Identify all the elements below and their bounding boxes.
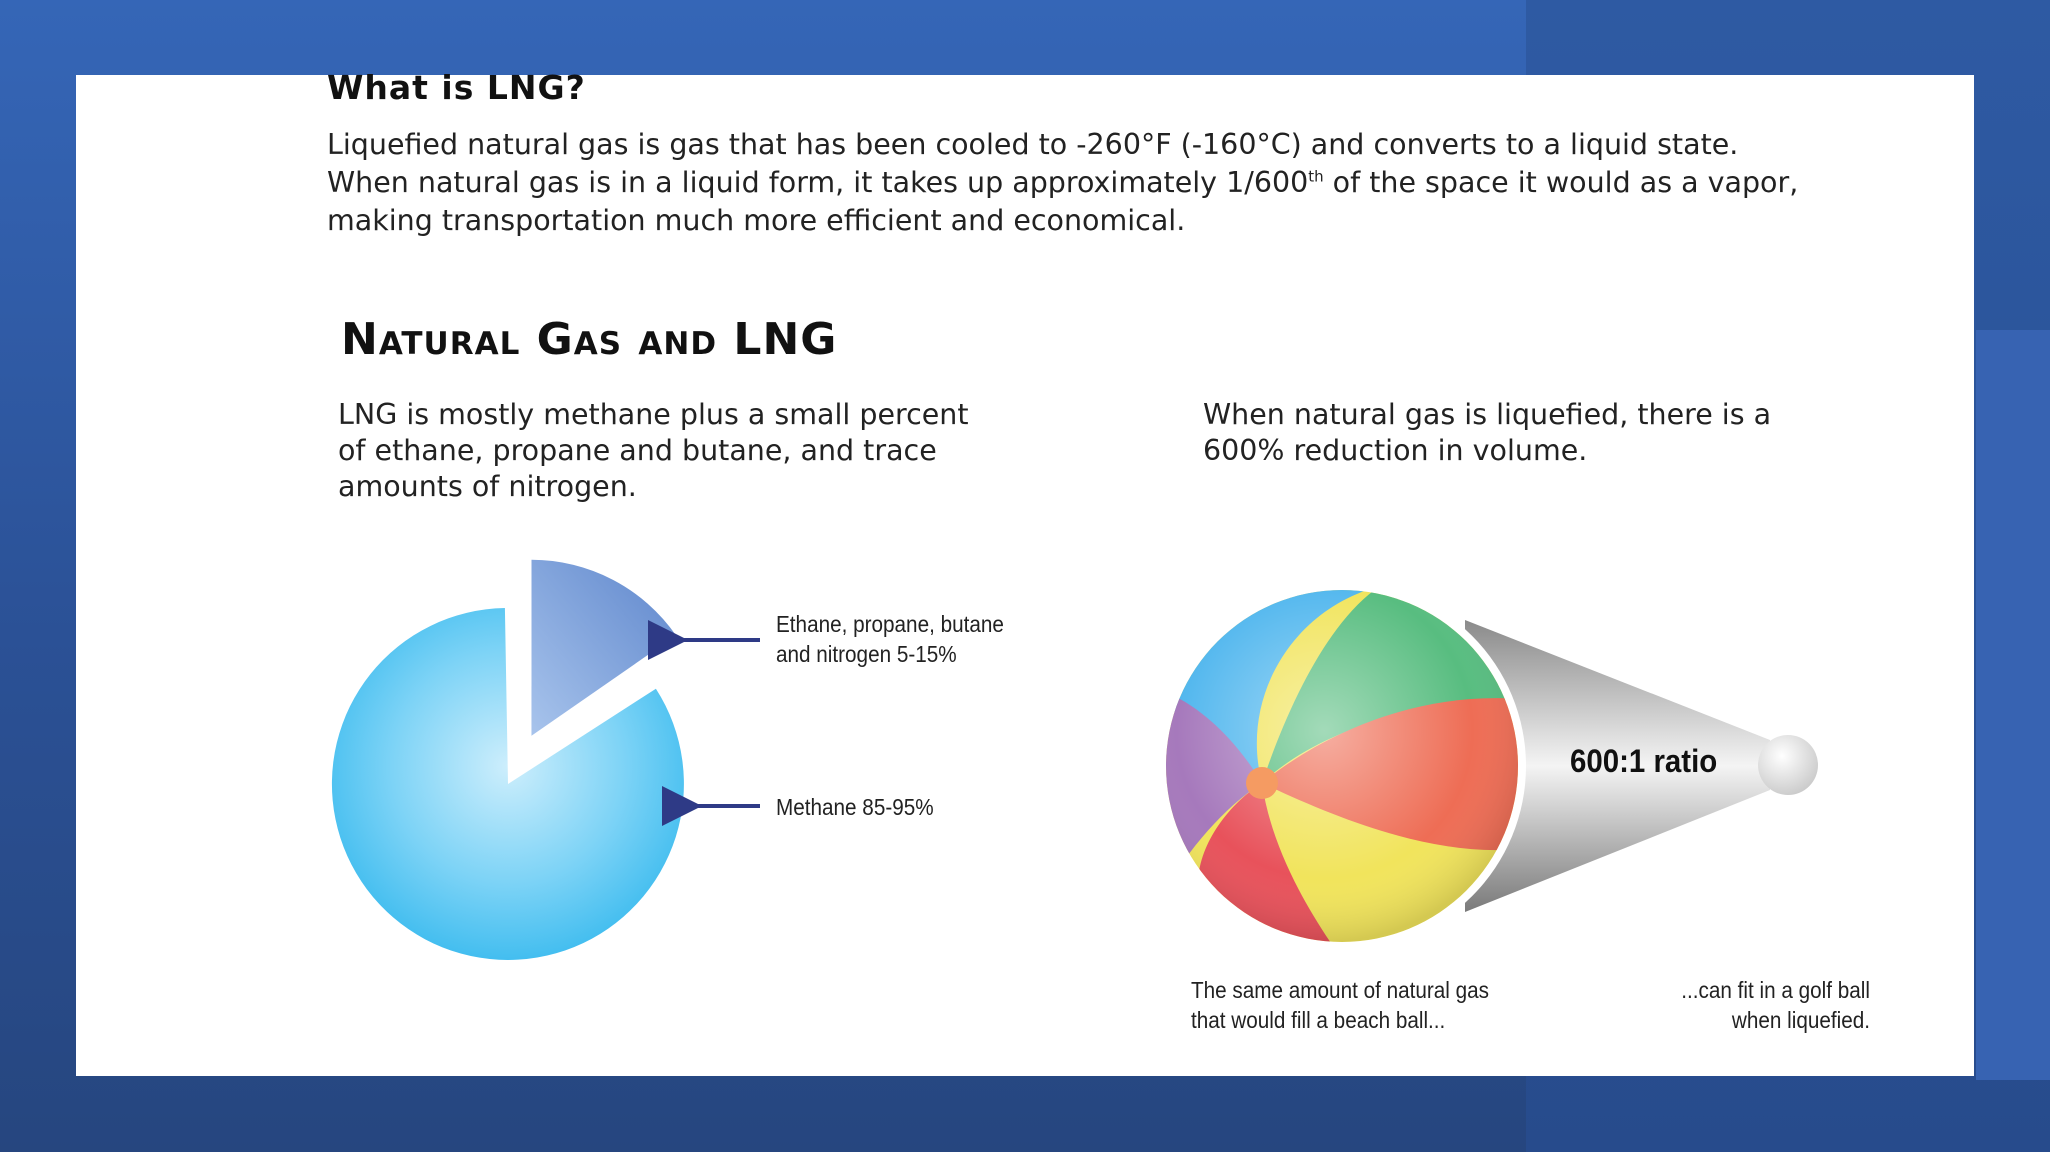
page-title: What is LNG?: [327, 68, 586, 107]
other-gases-label: Ethane, propane, butane and nitrogen 5-15%: [776, 611, 1004, 667]
section-title: Natural Gas and LNG: [341, 314, 838, 365]
beach-ball-caption: The same amount of natural gas that would fill a beach ball...: [1191, 977, 1490, 1033]
volume-description: When natural gas is liquefied, there is a 600% reduction in volume.: [1203, 398, 1772, 467]
ratio-label: 600:1 ratio: [1570, 743, 1718, 779]
intro-paragraph: Liquefied natural gas is gas that has been cooled to -260°F (-160°C) and converts to a liquid state. When natural gas is in a liquid form, it takes up approximately 1/600th of the space it would as a vapor, making transportation much more efficient and economical.: [327, 128, 1799, 237]
golf-ball-icon: [1758, 735, 1818, 795]
golf-ball-caption: ...can fit in a golf ball when liquefied.: [1681, 977, 1870, 1033]
composition-description: LNG is mostly methane plus a small percent of ethane, propane and butane, and trace amounts of nitrogen.: [338, 398, 969, 503]
methane-label: Methane 85-95%: [776, 794, 934, 820]
